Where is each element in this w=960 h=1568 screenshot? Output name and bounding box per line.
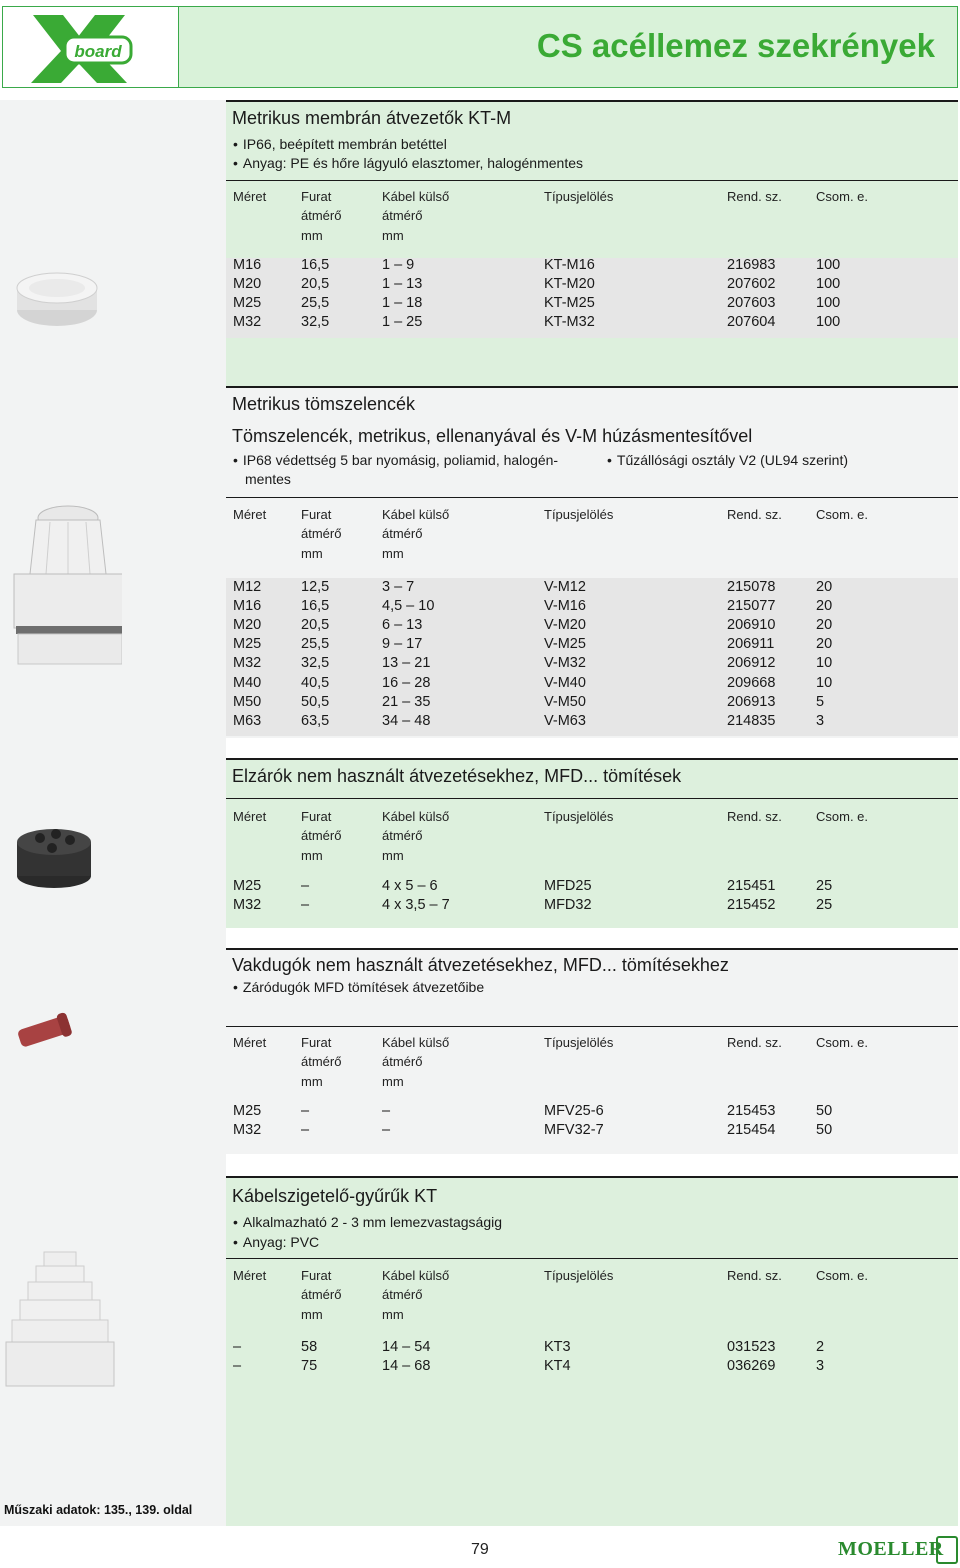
table-cell: 50,5 <box>301 693 330 710</box>
table-cell: V-M32 <box>544 655 586 672</box>
column-header: Csom. e. <box>816 1035 869 1050</box>
table-cell: 207604 <box>727 314 776 331</box>
table-cell: 215078 <box>727 579 776 595</box>
row-band <box>226 578 958 736</box>
table-cell: 20 <box>816 636 833 653</box>
column-header: átmérő <box>301 208 342 224</box>
section-subtitle: Tömszelencék, metrikus, ellenanyával és V-M húzásmentesítővel <box>232 426 753 446</box>
table-cell: M32 <box>233 314 262 331</box>
table-cell: 16,5 <box>301 598 330 615</box>
column-header: mm <box>301 1073 323 1089</box>
table-cell: 206912 <box>727 655 776 672</box>
column-header: átmérő <box>382 1054 423 1070</box>
table-cell: 20,5 <box>301 617 330 634</box>
x-logo-icon <box>3 7 179 87</box>
bullet-dot-icon: • <box>233 136 238 152</box>
table-cell: 215451 <box>727 878 776 894</box>
column-header: mm <box>382 545 404 561</box>
table-cell: KT-M32 <box>544 314 595 331</box>
column-header: Furat <box>301 1268 332 1283</box>
bullet-item <box>233 136 447 152</box>
bullet-text: IP66, beépített membrán betéttel <box>242 136 447 152</box>
column-header: Kábel külső <box>382 1268 450 1283</box>
column-header: mm <box>382 847 404 863</box>
cable-bush-ring-icon <box>4 1246 116 1396</box>
table-cell: – <box>382 1122 391 1139</box>
bullet-continuation: mentes <box>245 471 291 487</box>
bullet-item <box>233 979 484 995</box>
table-cell: 10 <box>816 674 833 691</box>
table-cell: – <box>301 1122 310 1139</box>
table-cell: V-M16 <box>544 598 586 615</box>
table-cell: MFD32 <box>544 897 592 914</box>
table-cell: – <box>382 1103 391 1119</box>
section-title: Kábelszigetelő-gyűrűk KT <box>232 1186 438 1206</box>
column-header: Méret <box>233 507 267 522</box>
column-header: mm <box>382 1306 404 1322</box>
bullet-dot-icon: • <box>233 979 238 995</box>
table-cell: M16 <box>233 257 262 273</box>
table-cell: MFV25-6 <box>544 1103 604 1119</box>
table-cell: 1 – 25 <box>382 314 423 331</box>
section-bg <box>226 1178 958 1526</box>
table-cell: 207603 <box>727 295 776 312</box>
table-rule <box>226 180 958 181</box>
column-header: Rend. sz. <box>727 809 782 824</box>
bullet-dot-icon: • <box>233 1214 238 1230</box>
table-cell: M63 <box>233 712 262 729</box>
bullet-text: Záródugók MFD tömítések átvezetőibe <box>242 979 485 995</box>
bullet-dot-icon: • <box>607 452 612 468</box>
sealing-insert-icon <box>14 824 94 890</box>
table-cell: V-M12 <box>544 579 586 595</box>
table-cell: 75 <box>301 1358 318 1375</box>
bullet-item <box>233 1234 319 1250</box>
table-cell: V-M25 <box>544 636 586 653</box>
column-header: Csom. e. <box>816 507 869 522</box>
table-cell: V-M63 <box>544 712 586 729</box>
table-cell: 036269 <box>727 1358 776 1375</box>
table-cell: M20 <box>233 617 262 634</box>
table-cell: 16 – 28 <box>382 674 431 691</box>
table-cell: 4 x 5 – 6 <box>382 878 438 894</box>
table-cell: 25,5 <box>301 295 330 312</box>
section-title: Metrikus membrán átvezetők KT-M <box>232 108 512 128</box>
column-header: átmérő <box>382 828 423 844</box>
table-cell: 206911 <box>727 636 775 653</box>
table-cell: KT3 <box>544 1339 571 1355</box>
column-header: Méret <box>233 189 267 204</box>
section-title: Vakdugók nem használt átvezetésekhez, MFD... tömítésekhez <box>232 955 729 975</box>
table-cell: 215077 <box>727 598 776 615</box>
table-cell: 209668 <box>727 674 776 691</box>
column-header: Furat <box>301 809 332 824</box>
table-cell: 14 – 54 <box>382 1339 431 1355</box>
table-cell: M25 <box>233 636 262 653</box>
column-header: átmérő <box>382 208 423 224</box>
table-cell: 100 <box>816 257 841 273</box>
page-header <box>2 6 958 88</box>
column-header: mm <box>301 227 323 243</box>
table-cell: V-M40 <box>544 674 586 691</box>
column-header: átmérő <box>301 1287 342 1303</box>
table-cell: 14 – 68 <box>382 1358 431 1375</box>
column-header: Típusjelölés <box>544 189 614 204</box>
table-cell: 2 <box>816 1339 825 1355</box>
table-cell: M40 <box>233 674 262 691</box>
table-cell: 1 – 18 <box>382 295 423 312</box>
table-cell: M16 <box>233 598 262 615</box>
bullet-dot-icon: • <box>233 452 238 468</box>
table-rule <box>226 497 958 498</box>
table-cell: 20 <box>816 617 833 634</box>
table-cell: – <box>301 897 310 914</box>
table-cell: 40,5 <box>301 674 330 691</box>
table-cell: 100 <box>816 295 841 312</box>
bullet-dot-icon: • <box>233 1234 238 1250</box>
table-cell: M25 <box>233 295 262 312</box>
table-cell: M12 <box>233 579 262 595</box>
table-cell: 207602 <box>727 276 776 293</box>
column-header: Rend. sz. <box>727 1268 782 1283</box>
table-cell: M32 <box>233 655 262 672</box>
bullet-text: Anyag: PE és hőre lágyuló elasztomer, halogénmentes <box>242 155 584 171</box>
bullet-text: IP68 védettség 5 bar nyomásig, poliamid, halogén- <box>242 452 559 468</box>
bullet-text: Anyag: PVC <box>242 1234 320 1250</box>
table-cell: 5 <box>816 693 825 710</box>
table-cell: M25 <box>233 1103 262 1119</box>
blanking-plug-icon <box>12 1010 78 1050</box>
column-header: Furat <box>301 1035 332 1050</box>
column-header: Furat <box>301 189 332 204</box>
table-cell: 1 – 13 <box>382 276 423 293</box>
table-cell: 6 – 13 <box>382 617 423 634</box>
column-header: Típusjelölés <box>544 1268 614 1283</box>
column-header: Kábel külső <box>382 809 450 824</box>
table-rule <box>226 1258 958 1259</box>
column-header: Kábel külső <box>382 1035 450 1050</box>
column-header: Méret <box>233 1035 267 1050</box>
column-header: Méret <box>233 809 267 824</box>
table-cell: 13 – 21 <box>382 655 431 672</box>
table-cell: 3 – 7 <box>382 579 415 595</box>
table-cell: 100 <box>816 314 841 331</box>
column-header: átmérő <box>382 526 423 542</box>
membrane-grommet-icon <box>10 262 104 332</box>
column-header: Kábel külső <box>382 189 450 204</box>
table-cell: 50 <box>816 1122 833 1139</box>
table-cell: 16,5 <box>301 257 330 273</box>
moeller-logo: MOELLER <box>838 1538 944 1560</box>
column-header: Rend. sz. <box>727 1035 782 1050</box>
column-header: mm <box>382 1073 404 1089</box>
column-header: mm <box>301 1306 323 1322</box>
table-cell: 214835 <box>727 712 776 729</box>
table-rule <box>226 798 958 799</box>
table-cell: – <box>233 1339 242 1355</box>
column-header: átmérő <box>382 1287 423 1303</box>
table-cell: – <box>301 1103 310 1119</box>
table-cell: M32 <box>233 1122 262 1139</box>
table-cell: 58 <box>301 1339 318 1355</box>
table-cell: 206913 <box>727 693 776 710</box>
table-cell: 215452 <box>727 897 776 914</box>
bullet-item <box>233 1214 502 1230</box>
table-cell: M20 <box>233 276 262 293</box>
bullet-text: Tűzállósági osztály V2 (UL94 szerint) <box>616 452 849 468</box>
section-title: Elzárók nem használt átvezetésekhez, MFD... tömítések <box>232 766 682 786</box>
table-cell: 10 <box>816 655 833 672</box>
column-header: Méret <box>233 1268 267 1283</box>
table-cell: KT-M25 <box>544 295 595 312</box>
column-header: mm <box>382 227 404 243</box>
column-header: átmérő <box>301 828 342 844</box>
table-cell: 031523 <box>727 1339 776 1355</box>
table-cell: 25 <box>816 897 833 914</box>
bullet-item <box>233 452 558 468</box>
column-header: átmérő <box>301 1054 342 1070</box>
table-cell: 25 <box>816 878 833 894</box>
page-number: 79 <box>471 1541 489 1558</box>
table-cell: 4 x 3,5 – 7 <box>382 897 450 914</box>
table-cell: KT-M20 <box>544 276 595 293</box>
table-cell: 100 <box>816 276 841 293</box>
section-title: Metrikus tömszelencék <box>232 394 416 414</box>
page-title: CS acéllemez szekrények <box>536 27 935 64</box>
column-header: átmérő <box>301 526 342 542</box>
table-cell: 216983 <box>727 257 776 273</box>
table-cell: 50 <box>816 1103 833 1119</box>
column-header: Típusjelölés <box>544 809 614 824</box>
table-cell: 215453 <box>727 1103 776 1119</box>
table-cell: 12,5 <box>301 579 330 595</box>
table-cell: 20,5 <box>301 276 330 293</box>
column-header: Kábel külső <box>382 507 450 522</box>
column-header: Rend. sz. <box>727 189 782 204</box>
table-cell: 1 – 9 <box>382 257 415 273</box>
technical-data-note: Műszaki adatok: 135., 139. oldal <box>4 1503 193 1517</box>
column-header: Rend. sz. <box>727 507 782 522</box>
column-header: Csom. e. <box>816 189 869 204</box>
bullet-item <box>233 155 583 171</box>
bullet-text: Alkalmazható 2 - 3 mm lemezvastagságig <box>242 1214 503 1230</box>
table-cell: 3 <box>816 1358 825 1375</box>
column-header: Furat <box>301 507 332 522</box>
table-cell: 215454 <box>727 1122 776 1139</box>
table-cell: 25,5 <box>301 636 330 653</box>
xboard-logo <box>3 7 179 87</box>
column-header: mm <box>301 545 323 561</box>
table-rule <box>226 1026 958 1027</box>
table-cell: 63,5 <box>301 712 330 729</box>
table-cell: MFD25 <box>544 878 592 894</box>
cable-gland-icon <box>8 502 122 672</box>
moeller-badge-icon <box>936 1536 958 1564</box>
table-cell: M25 <box>233 878 262 894</box>
table-cell: V-M20 <box>544 617 586 634</box>
table-cell: – <box>233 1358 242 1375</box>
table-cell: – <box>301 878 310 894</box>
table-cell: 34 – 48 <box>382 712 431 729</box>
table-cell: 206910 <box>727 617 776 634</box>
table-cell: 20 <box>816 598 833 615</box>
bullet-item <box>607 452 848 468</box>
table-cell: KT4 <box>544 1358 571 1375</box>
table-cell: 20 <box>816 579 833 595</box>
column-header: mm <box>301 847 323 863</box>
table-cell: M50 <box>233 693 262 710</box>
table-cell: 3 <box>816 712 825 729</box>
column-header: Csom. e. <box>816 1268 869 1283</box>
table-cell: 32,5 <box>301 655 330 672</box>
logo-text: board <box>74 42 122 61</box>
column-header: Típusjelölés <box>544 507 614 522</box>
table-cell: 4,5 – 10 <box>382 598 435 615</box>
table-cell: 21 – 35 <box>382 693 431 710</box>
table-cell: M32 <box>233 897 262 914</box>
bullet-dot-icon: • <box>233 155 238 171</box>
table-cell: V-M50 <box>544 693 586 710</box>
table-cell: 9 – 17 <box>382 636 423 653</box>
column-header: Típusjelölés <box>544 1035 614 1050</box>
table-cell: MFV32-7 <box>544 1122 604 1139</box>
column-header: Csom. e. <box>816 809 869 824</box>
table-cell: 32,5 <box>301 314 330 331</box>
table-cell: KT-M16 <box>544 257 595 273</box>
